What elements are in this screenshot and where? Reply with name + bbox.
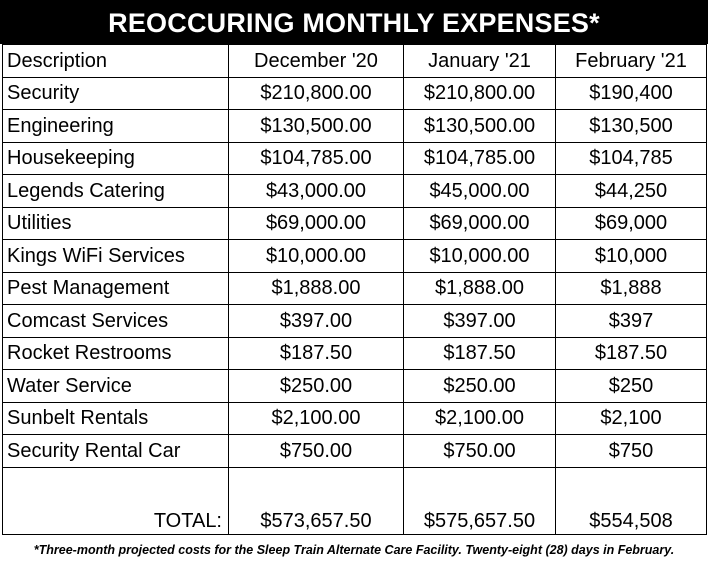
row-description: Pest Management	[3, 272, 229, 305]
row-description: Rocket Restrooms	[3, 337, 229, 370]
total-row	[3, 467, 707, 534]
row-december-amount: $250.00	[229, 370, 404, 403]
table-row	[3, 142, 707, 175]
row-description: Kings WiFi Services	[3, 240, 229, 273]
expenses-table	[2, 44, 707, 535]
row-february-amount: $190,400	[556, 77, 707, 110]
row-february-amount: $187.50	[556, 337, 707, 370]
row-february-amount: $10,000	[556, 240, 707, 273]
row-february-amount: $69,000	[556, 207, 707, 240]
row-description: Sunbelt Rentals	[3, 402, 229, 435]
row-february-amount: $130,500	[556, 110, 707, 143]
row-description: Legends Catering	[3, 175, 229, 208]
total-december: $573,657.50	[229, 467, 404, 534]
row-january-amount: $130,500.00	[404, 110, 556, 143]
table-row	[3, 272, 707, 305]
footnote: *Three-month projected costs for the Sleep Train Alternate Care Facility. Twenty-eight (28) days in February.	[33, 543, 675, 557]
row-january-amount: $210,800.00	[404, 77, 556, 110]
table-row	[3, 175, 707, 208]
row-february-amount: $750	[556, 435, 707, 468]
table-row	[3, 402, 707, 435]
row-february-amount: $44,250	[556, 175, 707, 208]
row-february-amount: $250	[556, 370, 707, 403]
row-december-amount: $104,785.00	[229, 142, 404, 175]
row-january-amount: $750.00	[404, 435, 556, 468]
row-description: Engineering	[3, 110, 229, 143]
row-february-amount: $2,100	[556, 402, 707, 435]
row-december-amount: $130,500.00	[229, 110, 404, 143]
row-january-amount: $10,000.00	[404, 240, 556, 273]
row-january-amount: $397.00	[404, 305, 556, 338]
row-december-amount: $397.00	[229, 305, 404, 338]
row-december-amount: $187.50	[229, 337, 404, 370]
row-description: Housekeeping	[3, 142, 229, 175]
column-header-february: February '21	[556, 45, 707, 78]
table-header-row	[3, 45, 707, 78]
row-january-amount: $1,888.00	[404, 272, 556, 305]
column-header-january: January '21	[404, 45, 556, 78]
row-december-amount: $69,000.00	[229, 207, 404, 240]
table-row	[3, 370, 707, 403]
table-row	[3, 305, 707, 338]
row-december-amount: $210,800.00	[229, 77, 404, 110]
table-row	[3, 110, 707, 143]
column-header-december: December '20	[229, 45, 404, 78]
row-january-amount: $69,000.00	[404, 207, 556, 240]
row-description: Utilities	[3, 207, 229, 240]
row-description: Security Rental Car	[3, 435, 229, 468]
row-january-amount: $250.00	[404, 370, 556, 403]
row-february-amount: $104,785	[556, 142, 707, 175]
row-december-amount: $750.00	[229, 435, 404, 468]
row-february-amount: $397	[556, 305, 707, 338]
total-february: $554,508	[556, 467, 707, 534]
column-header-description: Description	[3, 45, 229, 78]
table-row	[3, 77, 707, 110]
page-title: REOCCURING MONTHLY EXPENSES*	[0, 0, 708, 44]
row-december-amount: $2,100.00	[229, 402, 404, 435]
row-january-amount: $104,785.00	[404, 142, 556, 175]
row-february-amount: $1,888	[556, 272, 707, 305]
row-january-amount: $45,000.00	[404, 175, 556, 208]
total-january: $575,657.50	[404, 467, 556, 534]
row-january-amount: $187.50	[404, 337, 556, 370]
row-description: Security	[3, 77, 229, 110]
table-row	[3, 207, 707, 240]
table-row	[3, 240, 707, 273]
row-december-amount: $10,000.00	[229, 240, 404, 273]
row-december-amount: $43,000.00	[229, 175, 404, 208]
total-label: TOTAL:	[3, 467, 229, 534]
table-row	[3, 337, 707, 370]
row-december-amount: $1,888.00	[229, 272, 404, 305]
row-description: Comcast Services	[3, 305, 229, 338]
table-row	[3, 435, 707, 468]
row-description: Water Service	[3, 370, 229, 403]
row-january-amount: $2,100.00	[404, 402, 556, 435]
